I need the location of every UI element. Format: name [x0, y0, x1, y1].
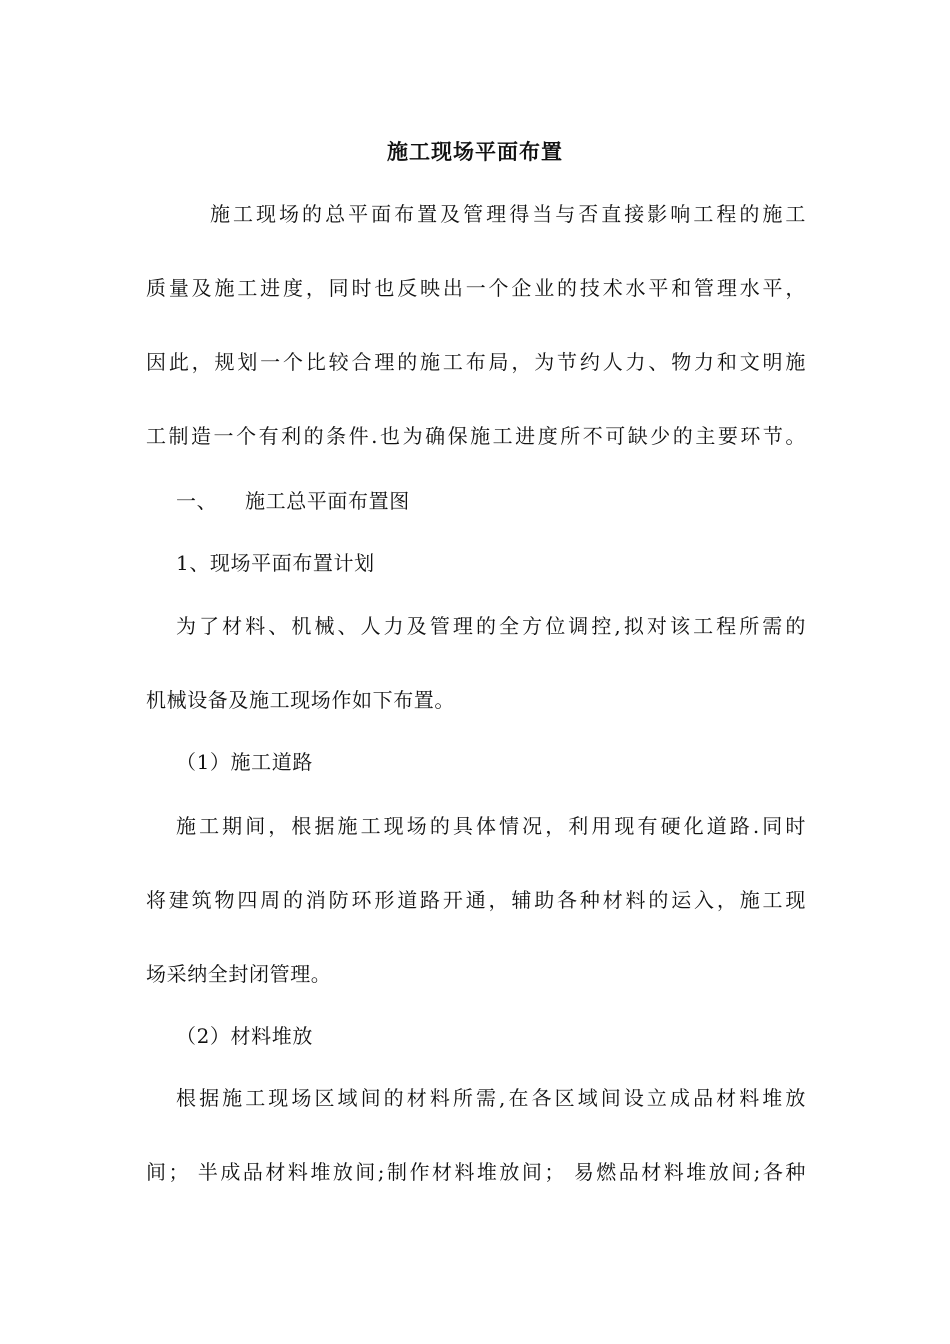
paragraph-line: 为了材料、机械、人力及管理的全方位调控,拟对该工程所需的 [176, 614, 806, 638]
paragraph-line: 将建筑物四周的消防环形道路开通，辅助各种材料的运入，施工现 [146, 888, 806, 912]
paragraph-line: 场采纳全封闭管理。 [146, 962, 332, 986]
item-heading: （1）施工道路 [176, 750, 313, 774]
paragraph-line: 机械设备及施工现场作如下布置。 [146, 688, 455, 712]
section-heading: 一、 施工总平面布置图 [176, 489, 410, 513]
item-heading: （2）材料堆放 [176, 1024, 313, 1048]
paragraph-line: 工制造一个有利的条件.也为确保施工进度所不可缺少的主要环节。 [146, 424, 806, 448]
paragraph-line: 质量及施工进度，同时也反映出一个企业的技术水平和管理水平， [146, 276, 806, 300]
paragraph-line: 因此，规划一个比较合理的施工布局，为节约人力、物力和文明施 [146, 350, 806, 374]
page-title: 施工现场平面布置 [387, 139, 563, 164]
paragraph-line: 根据施工现场区域间的材料所需,在各区域间设立成品材料堆放 [176, 1086, 806, 1110]
paragraph-line: 施工现场的总平面布置及管理得当与否直接影响工程的施工 [210, 202, 806, 226]
paragraph-line: 间； 半成品材料堆放间;制作材料堆放间； 易燃品材料堆放间;各种 [146, 1160, 806, 1184]
paragraph-line: 施工期间，根据施工现场的具体情况，利用现有硬化道路.同时 [176, 814, 806, 838]
subsection-heading: 1、现场平面布置计划 [176, 551, 375, 575]
